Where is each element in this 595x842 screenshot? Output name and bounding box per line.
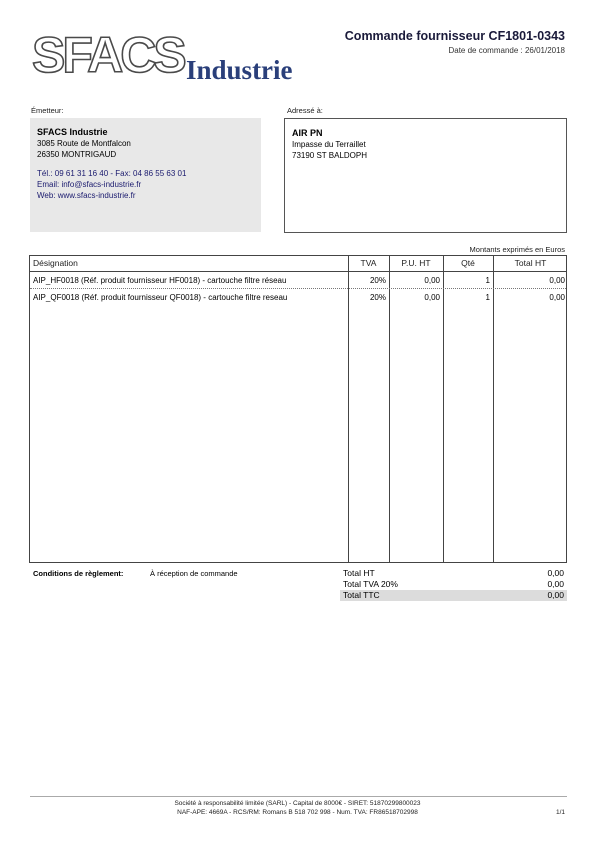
row-tva: 20% bbox=[369, 276, 386, 285]
payment-terms-value: À réception de commande bbox=[150, 569, 238, 578]
recipient-name: AIR PN bbox=[292, 128, 323, 138]
currency-note: Montants exprimés en Euros bbox=[469, 245, 565, 254]
recipient-address-line1: Impasse du Terraillet bbox=[292, 140, 366, 149]
header-unit-price: P.U. HT bbox=[401, 258, 431, 268]
header-total-ht: Total HT bbox=[514, 258, 547, 268]
row-designation: AIP_HF0018 (Réf. produit fournisseur HF0018) - cartouche filtre réseau bbox=[33, 276, 287, 285]
row-unit-price: 0,00 bbox=[424, 293, 440, 302]
logo-sub-text: Industrie bbox=[186, 55, 293, 85]
sender-address-line1: 3085 Route de Montfalcon bbox=[37, 139, 131, 148]
row-quantity: 1 bbox=[485, 293, 490, 302]
total-tva-row bbox=[340, 579, 567, 590]
sender-website: Web: www.sfacs-industrie.fr bbox=[37, 191, 136, 200]
sender-email: Email: info@sfacs-industrie.fr bbox=[37, 180, 142, 189]
document-title: Commande fournisseur CF1801-0343 bbox=[344, 29, 565, 43]
total-ttc-value: 0,00 bbox=[547, 590, 564, 600]
sender-label: Émetteur: bbox=[31, 106, 64, 115]
row-designation: AIP_QF0018 (Réf. produit fournisseur QF0018) - cartouche filtre reseau bbox=[33, 293, 288, 302]
row-total-ht: 0,00 bbox=[549, 276, 565, 285]
recipient-label: Adressé à: bbox=[287, 106, 323, 115]
header-designation: Désignation bbox=[33, 258, 78, 268]
table-row bbox=[30, 273, 566, 289]
footer-legal-line1: Société à responsabilité limitée (SARL) - Capital de 8000€ - SIRET: 51870299800023 bbox=[174, 800, 421, 807]
company-logo bbox=[30, 32, 315, 86]
total-ht-value: 0,00 bbox=[547, 568, 564, 578]
total-tva-label: Total TVA 20% bbox=[343, 579, 398, 589]
row-tva: 20% bbox=[369, 293, 386, 302]
items-table bbox=[29, 255, 567, 563]
table-row bbox=[30, 290, 566, 305]
total-tva-value: 0,00 bbox=[547, 579, 564, 589]
total-ttc-label: Total TTC bbox=[343, 590, 380, 600]
payment-terms-label: Conditions de règlement: bbox=[33, 569, 124, 578]
sender-phone: Tél.: 09 61 31 16 40 - Fax: 04 86 55 63 01 bbox=[37, 169, 187, 178]
recipient-address-line2: 73190 ST BALDOPH bbox=[292, 151, 368, 160]
table-header bbox=[30, 256, 566, 272]
footer-divider bbox=[30, 796, 567, 797]
row-unit-price: 0,00 bbox=[424, 276, 440, 285]
order-date: Date de commande : 26/01/2018 bbox=[448, 46, 565, 55]
total-ht-row bbox=[340, 568, 567, 579]
footer-legal-line2: NAF-APE: 4669A - RCS/RM: Romans B 518 702 998 - Num. TVA: FR86518702998 bbox=[177, 809, 418, 816]
row-quantity: 1 bbox=[485, 276, 490, 285]
sender-name: SFACS Industrie bbox=[37, 127, 108, 137]
total-ttc-row bbox=[340, 590, 567, 601]
sender-box bbox=[30, 118, 261, 232]
total-ht-label: Total HT bbox=[343, 568, 375, 578]
header-tva: TVA bbox=[360, 258, 377, 268]
page-number: 1/1 bbox=[555, 809, 565, 816]
recipient-box bbox=[284, 118, 567, 233]
row-total-ht: 0,00 bbox=[549, 293, 565, 302]
sender-address-line2: 26350 MONTRIGAUD bbox=[37, 150, 117, 159]
logo-main-text: SFACS bbox=[32, 32, 184, 83]
header-quantity: Qté bbox=[461, 258, 475, 268]
